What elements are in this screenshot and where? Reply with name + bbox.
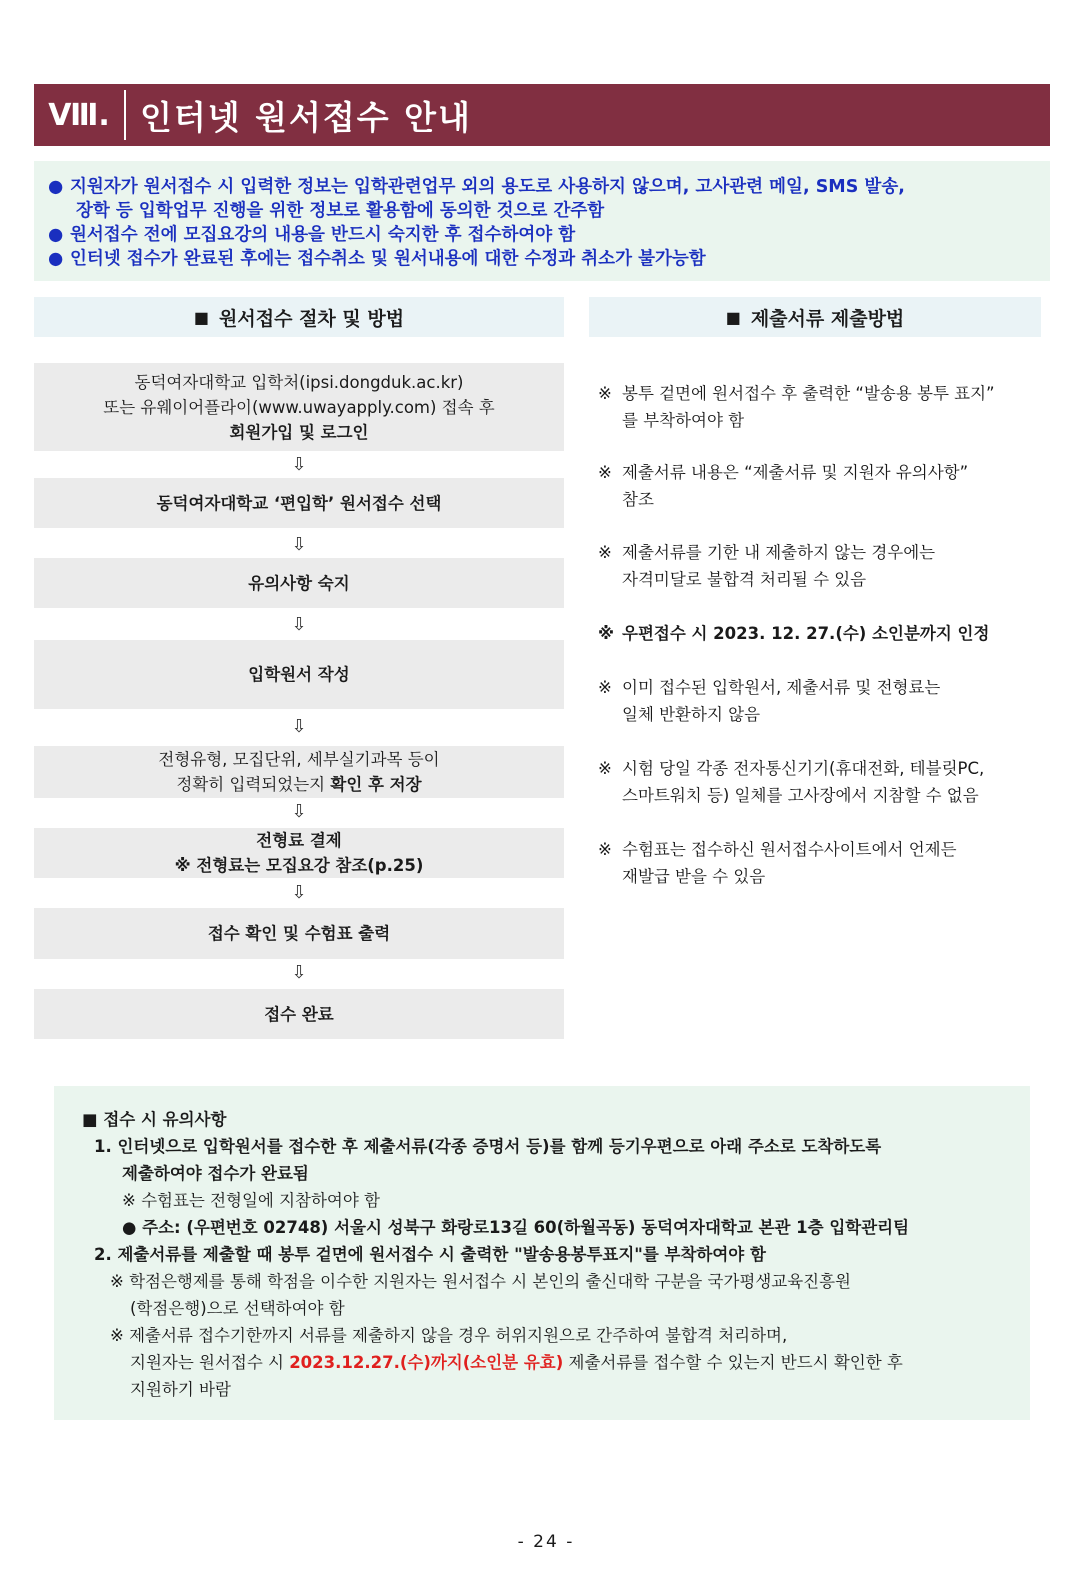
- page-title: 인터넷 원서접수 안내: [140, 97, 472, 137]
- deadline-highlight: 2023.12.27.(수)까지(소인분 유효): [289, 1353, 564, 1372]
- down-arrow-icon: ⇩: [291, 801, 307, 822]
- bullet-icon: ●: [48, 177, 64, 197]
- document-note: ※ 제출서류 내용은 “제출서류 및 지원자 유의사항” 참조: [598, 463, 969, 509]
- step-write-application: 입학원서 작성: [34, 640, 564, 709]
- step-complete: 접수 완료: [34, 989, 564, 1039]
- down-arrow-icon: ⇩: [291, 716, 307, 737]
- document-note: ※ 제출서류를 기한 내 제출하지 않는 경우에는 자격미달로 불합격 처리될 수 있음: [598, 543, 936, 589]
- step-read-notes: 유의사항 숙지: [34, 558, 564, 608]
- notice-item-continued: 장학 등 입학업무 진행을 위한 정보로 활용함에 동의한 것으로 간주함: [76, 201, 605, 221]
- caution-box: ■ 접수 시 유의사항 1. 인터넷으로 입학원서를 접수한 후 제출서류(각종 증명서 등)를 함께 등기우편으로 아래 주소로 도착하도록 제출하여야 접수가 완료됨 ※ 수험표는 전형일에 지참하여야 함 ● 주소: (우편번호 02748) 서울시 성북구 화랑로13길 60(하월곡동) 동덕여자대학교 본관 1층 입학관리팀 2. 제출서류를 제출할 때 봉투 겉면에 원서접수 시 출력한 "발송용봉투표지"를 부착하여야 함 ※ 학점은행제를 통해 학점을 이수한 지원자는 원서접수 시 본인의 출신대학 구분을 국가평생교육진흥원 (학점은행)으로 선택하여야 함 ※ 제출서류 접수기한까지 서류를 제출하지 않을 경우 허위지원으로 간주하여 불합격 처리하며, 지원자는 원서접수 시 2023.12.27.(수)까지(소인분 유효) 제출서류를 접수할 수 있는지 반드시 확인한 후 지원하기 바람: [54, 1086, 1030, 1420]
- section-banner: [34, 84, 1050, 146]
- caution-heading: ■ 접수 시 유의사항: [82, 1110, 227, 1129]
- notice-box: [34, 161, 1050, 281]
- document-note: ※ 시험 당일 각종 전자통신기기(휴대전화, 테블릿PC, 스마트워치 등) 일체를 고사장에서 지참할 수 없음: [598, 759, 985, 805]
- square-marker-icon: ■: [193, 307, 210, 327]
- section-number: Ⅷ.: [48, 97, 110, 133]
- procedure-header-label: 원서접수 절차 및 방법: [219, 307, 405, 330]
- notice-item: ● 지원자가 원서접수 시 입력한 정보는 입학관련업무 외의 용도로 사용하지 않으며, 고사관련 메일, SMS 발송,: [48, 177, 905, 197]
- step-select-transfer: 동덕여자대학교 ‘편입학’ 원서접수 선택: [34, 478, 564, 528]
- document-note: ※ 봉투 겉면에 원서접수 후 출력한 “발송용 봉투 표지” 를 부착하여야 함: [598, 384, 995, 430]
- step-confirm-save: 전형유형, 모집단위, 세부실기과목 등이 정확히 입력되었는지 확인 후 저장: [34, 746, 564, 798]
- document-note-postmark: ※ 우편접수 시 2023. 12. 27.(수) 소인분까지 인정: [598, 624, 990, 643]
- square-marker-icon: ■: [725, 307, 741, 327]
- document-note: ※ 수험표는 접수하신 원서접수사이트에서 언제든 재발급 받을 수 있음: [598, 840, 957, 886]
- down-arrow-icon: ⇩: [291, 962, 307, 983]
- document-note: ※ 이미 접수된 입학원서, 제출서류 및 전형료는 일체 반환하지 않음: [598, 678, 941, 724]
- banner-divider: [124, 90, 126, 140]
- procedure-header: [34, 297, 564, 337]
- step-payment: 전형료 결제 ※ 전형료는 모집요강 참조(p.25): [34, 828, 564, 878]
- down-arrow-icon: ⇩: [291, 882, 307, 903]
- down-arrow-icon: ⇩: [291, 614, 307, 635]
- down-arrow-icon: ⇩: [291, 534, 307, 555]
- bullet-icon: ●: [48, 249, 64, 269]
- step-print-ticket: 접수 확인 및 수험표 출력: [34, 908, 564, 959]
- step-login: 동덕여자대학교 입학처(ipsi.dongduk.ac.kr) 또는 유웨이어플라이(www.uwayapply.com) 접속 후 회원가입 및 로그인: [34, 363, 564, 451]
- notice-item: ● 인터넷 접수가 완료된 후에는 접수취소 및 원서내용에 대한 수정과 취소가 불가능함: [48, 249, 706, 269]
- bullet-icon: ●: [48, 225, 64, 245]
- documents-header: [589, 297, 1041, 337]
- notice-item: ● 원서접수 전에 모집요강의 내용을 반드시 숙지한 후 접수하여야 함: [48, 225, 576, 245]
- documents-header-label: 제출서류 제출방법: [750, 307, 905, 330]
- down-arrow-icon: ⇩: [291, 454, 307, 475]
- page-number: - 24 -: [517, 1532, 575, 1552]
